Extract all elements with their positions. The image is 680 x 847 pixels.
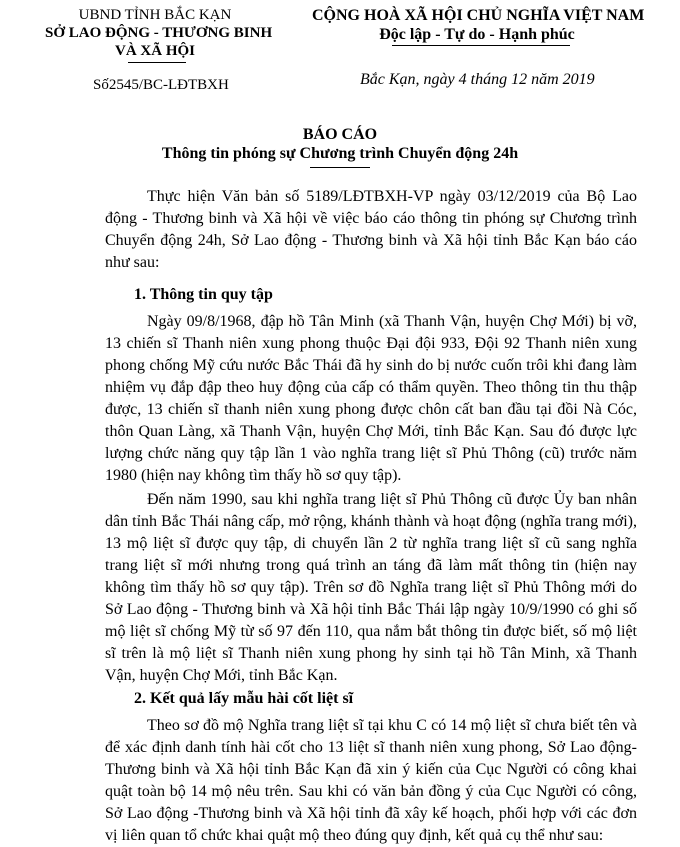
- national-motto: Độc lập - Tự do - Hạnh phúc: [379, 26, 575, 43]
- intro-paragraph: [105, 186, 637, 274]
- national-name: CỘNG HOÀ XÃ HỘI CHỦ NGHĨA VIỆT NAM: [312, 7, 645, 24]
- agency-underline: [128, 62, 186, 63]
- section2-paragraph1-text: Theo sơ đồ mộ Nghĩa trang liệt sĩ tại khu C có 14 mộ liệt sĩ chưa biết tên và để xác định danh tính hài cốt cho 13 liệt sĩ thanh niên xung phong, Sở Lao động-Thương binh và Xã hội tỉnh Bắc Kạn đã xin ý kiến của Cục Người có công khai quật toàn bộ 14 mộ nêu trên. Sau khi có văn bản đồng ý của Cục Người có công, Sở Lao động -Thương binh và Xã hội tỉnh đã xây kế hoạch, phối hợp với các đơn vị liên quan tổ chức khai quật mộ theo đúng quy định, kết quả cụ thể như sau:: [105, 717, 637, 844]
- agency-name-line3: VÀ XÃ HỘI: [114, 43, 195, 59]
- intro-text: Thực hiện Văn bản số 5189/LĐTBXH-VP ngày 03/12/2019 của Bộ Lao động - Thương binh và Xã hội về việc báo cáo thông tin phóng sự Chương trình Chuyển động 24h, Sở Lao động - Thương binh và Xã hội tỉnh Bắc Kạn báo cáo như sau:: [105, 188, 637, 271]
- document-number: Số2545/BC-LĐTBXH: [93, 77, 229, 93]
- agency-name-line2: SỞ LAO ĐỘNG - THƯƠNG BINH: [45, 25, 273, 41]
- section1-paragraph2: [105, 489, 637, 687]
- section1-paragraph1-text: Ngày 09/8/1968, đập hồ Tân Minh (xã Thanh Vận, huyện Chợ Mới) bị vỡ, 13 chiến sĩ Thanh niên xung phong thuộc Đại đội 933, Đội 92 Thanh niên xung phong chống Mỹ cứu nước Bắc Thái đã hy sinh do bị nước cuốn trôi khi đang làm nhiệm vụ đắp đập theo huy động của cấp có thẩm quyền. Theo thông tin thu thập được, 13 chiến sĩ thanh niên xung phong được chôn cất ban đầu tại đồi Nà Cóc, thôn Quan Làng, xã Thanh Vận, huyện Chợ Mới, tỉnh Bắc Kạn. Sau đó được lực lượng chức năng quy tập lần 1 vào nghĩa trang liệt sĩ Phủ Thông (cũ) trước năm 1980 (hiện nay không tìm thấy hồ sơ quy tập).: [105, 313, 637, 484]
- report-subtitle: Thông tin phóng sự Chương trình Chuyển động 24h: [161, 145, 519, 162]
- section2-paragraph1: [105, 715, 637, 847]
- section1-heading: 1. Thông tin quy tập: [134, 286, 273, 303]
- date-line: Bắc Kạn, ngày 4 tháng 12 năm 2019: [360, 71, 595, 88]
- section1-paragraph2-text: Đến năm 1990, sau khi nghĩa trang liệt sĩ Phủ Thông cũ được Ủy ban nhân dân tỉnh Bắc Thái nâng cấp, mở rộng, khánh thành và hoạt động (nghĩa trang mới), 13 mộ liệt sĩ được quy tập, di chuyển lần 2 từ nghĩa trang liệt sĩ cũ sang nghĩa trang liệt sĩ mới nhưng trong quá trình an táng đã làm mất thông tin (hiện nay không tìm thấy hồ sơ quy tập). Trên sơ đồ Nghĩa trang liệt sĩ Phủ Thông mới do Sở Lao động - Thương binh và Xã hội tỉnh Bắc Thái lập ngày 10/9/1990 có ghi số mộ liệt sĩ chống Mỹ từ số 97 đến 110, qua nắm bắt thông tin được biết, số mộ liệt sĩ trên là mộ liệt sĩ Thanh niên xung phong hy sinh tại hồ Tân Minh, xã Thanh Vận, huyện Chợ Mới, tỉnh Bắc Kạn.: [105, 491, 637, 684]
- agency-name-line1: UBND TỈNH BẮC KẠN: [78, 7, 232, 23]
- motto-underline: [392, 45, 570, 46]
- section2-heading: 2. Kết quả lấy mẫu hài cốt liệt sĩ: [134, 690, 354, 707]
- report-title: BÁO CÁO: [302, 126, 378, 143]
- section1-paragraph1: [105, 311, 637, 487]
- title-underline: [310, 167, 370, 168]
